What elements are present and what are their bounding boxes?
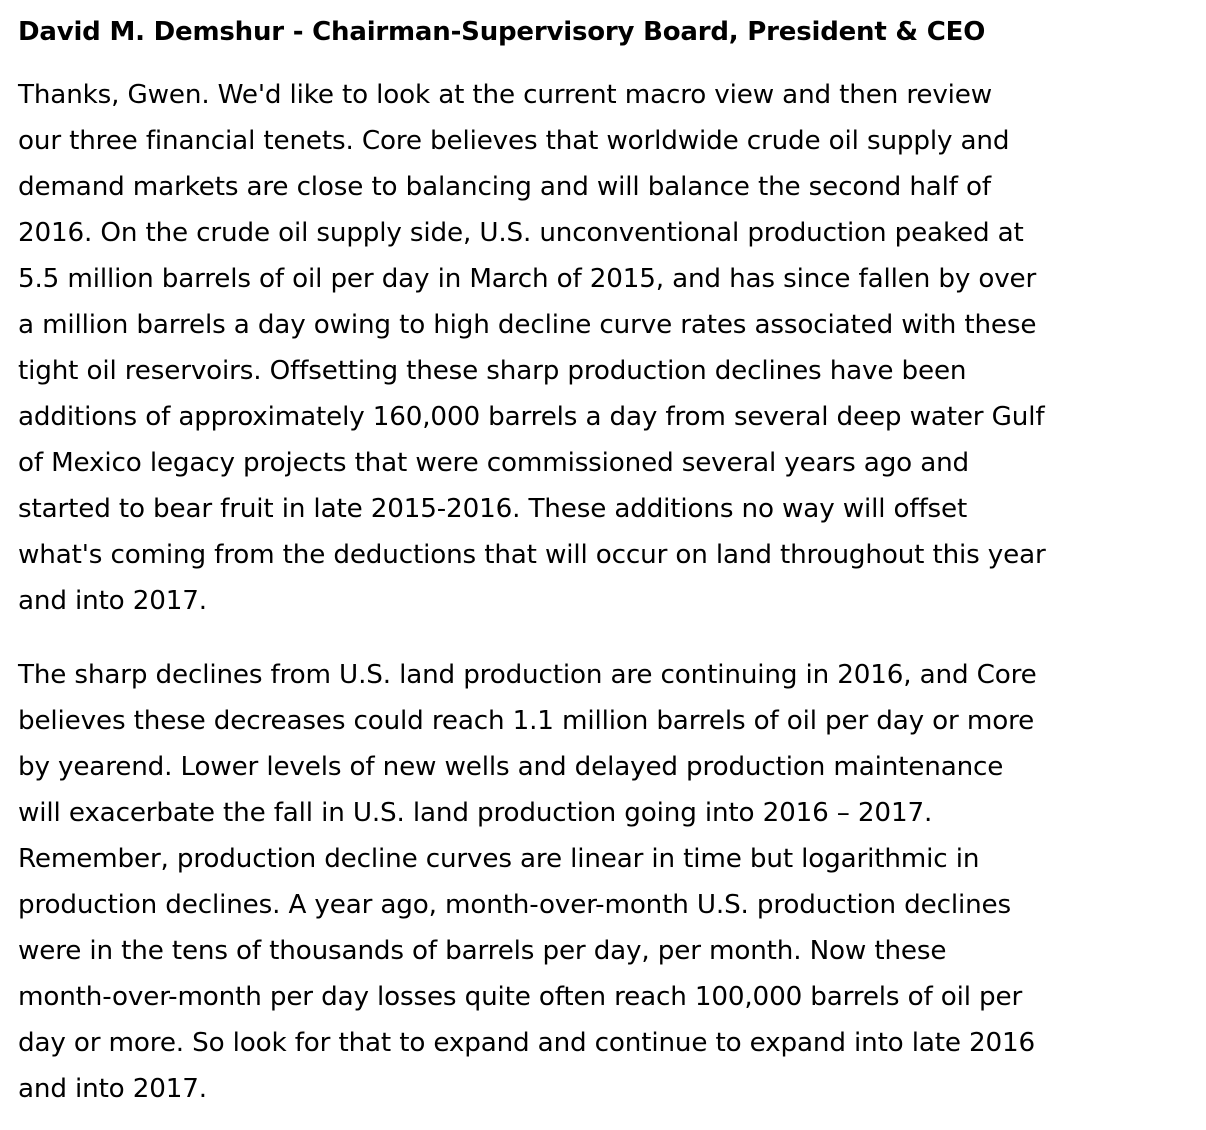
- paragraph-line: day or more. So look for that to expand and continue to expand into late 2016: [18, 1028, 1036, 1058]
- paragraph-2: [18, 652, 1193, 1112]
- paragraph-line: Thanks, Gwen. We'd like to look at the current macro view and then review: [18, 80, 993, 110]
- paragraph-line: started to bear fruit in late 2015-2016. These additions no way will offset: [18, 494, 968, 524]
- paragraph-line: month-over-month per day losses quite often reach 100,000 barrels of oil per: [18, 982, 1023, 1012]
- paragraph-line: what's coming from the deductions that will occur on land throughout this year: [18, 540, 1046, 570]
- paragraph-line: were in the tens of thousands of barrels per day, per month. Now these: [18, 936, 947, 966]
- paragraph-line: our three financial tenets. Core believes that worldwide crude oil supply and: [18, 126, 1010, 156]
- paragraph-line: additions of approximately 160,000 barrels a day from several deep water Gulf: [18, 402, 1045, 432]
- paragraph-line: 5.5 million barrels of oil per day in March of 2015, and has since fallen by over: [18, 264, 1037, 294]
- paragraph-line: tight oil reservoirs. Offsetting these sharp production declines have been: [18, 356, 967, 386]
- paragraph-line: a million barrels a day owing to high decline curve rates associated with these: [18, 310, 1037, 340]
- paragraph-line: production declines. A year ago, month-over-month U.S. production declines: [18, 890, 1012, 920]
- paragraph-line: and into 2017.: [18, 1074, 207, 1104]
- paragraph-line: believes these decreases could reach 1.1 million barrels of oil per day or more: [18, 706, 1035, 736]
- paragraph-line: of Mexico legacy projects that were commissioned several years ago and: [18, 448, 970, 478]
- speaker-heading: David M. Demshur - Chairman-Supervisory Board, President & CEO: [18, 17, 986, 47]
- paragraph-line: The sharp declines from U.S. land production are continuing in 2016, and Core: [18, 660, 1037, 690]
- paragraph-line: by yearend. Lower levels of new wells and delayed production maintenance: [18, 752, 1004, 782]
- paragraph-1: [18, 72, 1193, 624]
- paragraph-line: will exacerbate the fall in U.S. land production going into 2016 – 2017.: [18, 798, 933, 828]
- paragraph-line: and into 2017.: [18, 586, 207, 616]
- paragraph-line: 2016. On the crude oil supply side, U.S. unconventional production peaked at: [18, 218, 1024, 248]
- paragraph-line: demand markets are close to balancing and will balance the second half of: [18, 172, 991, 202]
- paragraph-line: Remember, production decline curves are linear in time but logarithmic in: [18, 844, 980, 874]
